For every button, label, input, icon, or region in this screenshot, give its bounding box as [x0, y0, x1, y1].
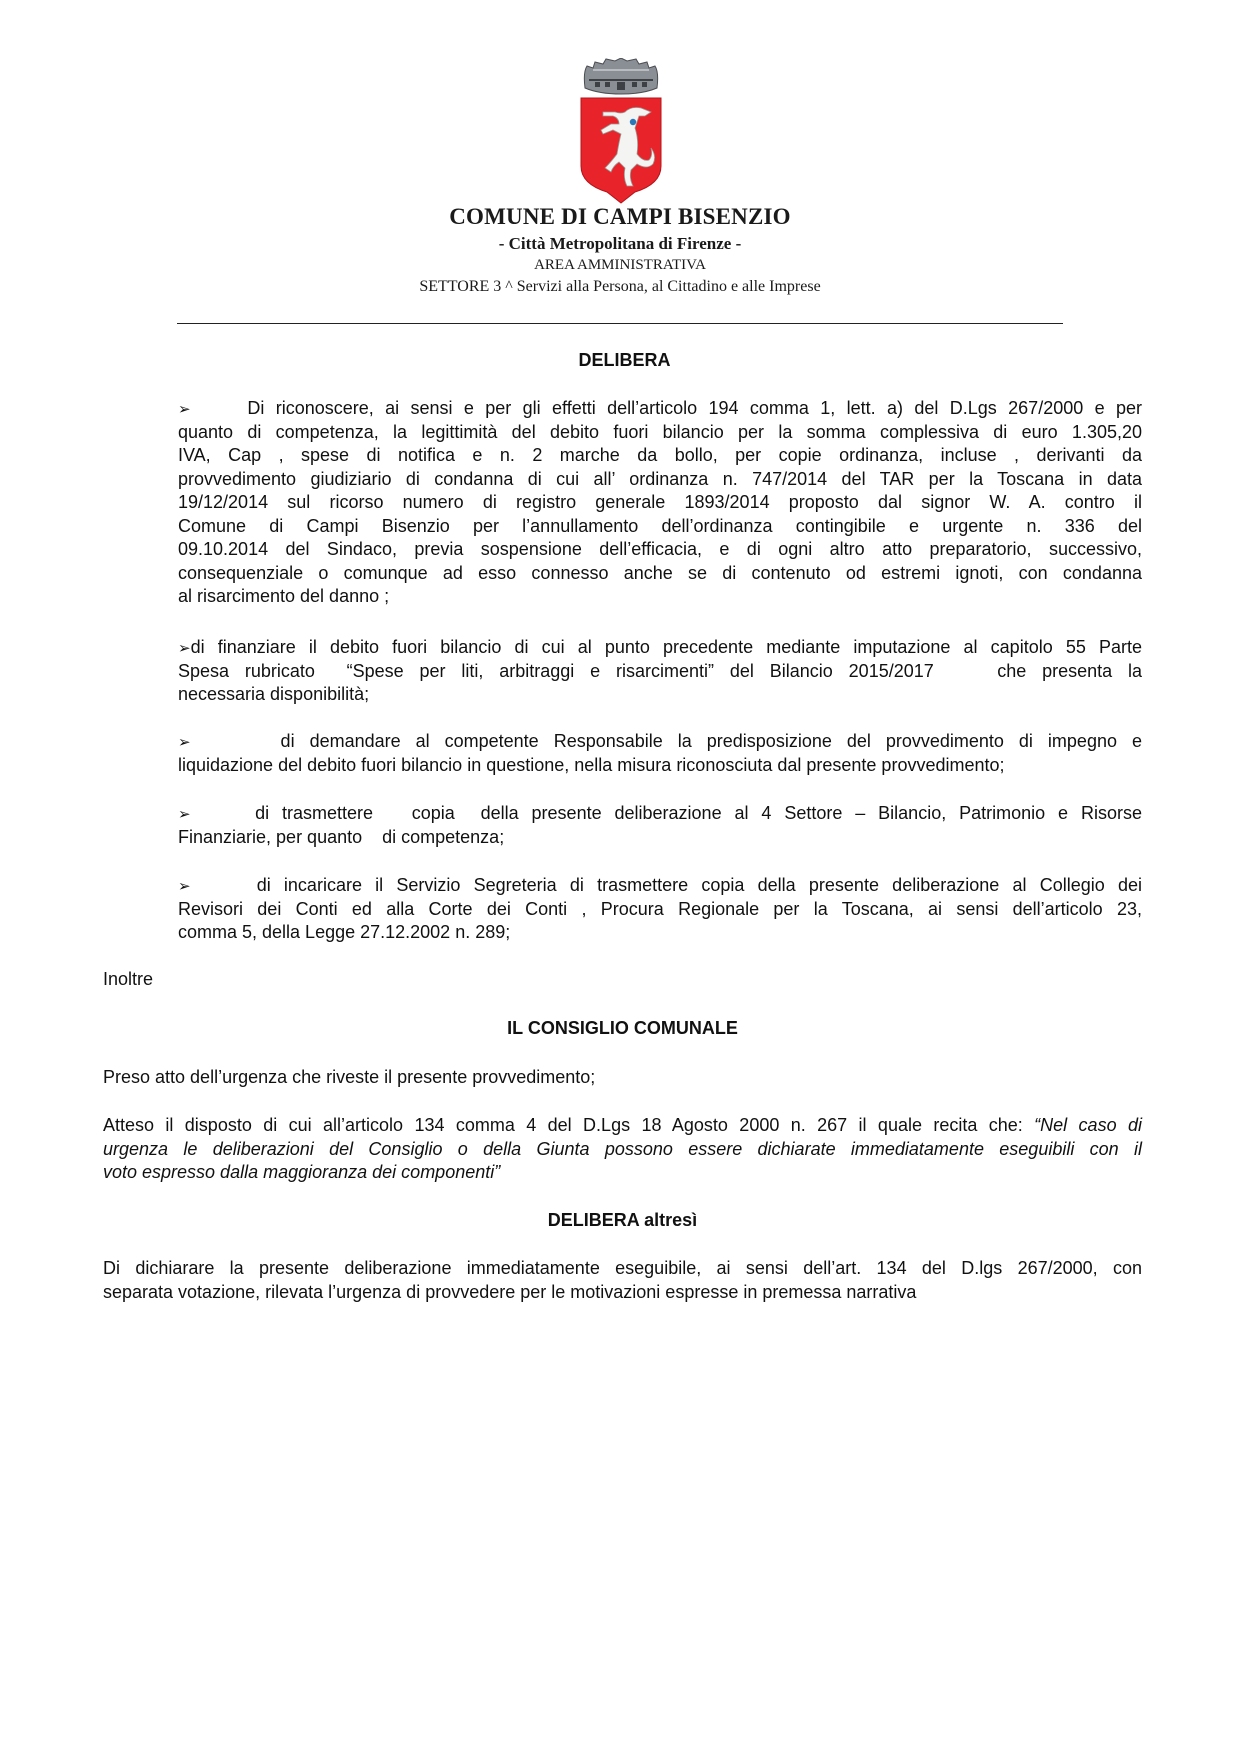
delibera-item-1-line-7: 09.10.2014 del Sindaco, previa sospensione dell’efficacia, e di ogni altro atto preparatorio, successivo, — [178, 539, 1142, 559]
delibera-item-1-line-6: Comune di Campi Bisenzio per l’annullamento dell’ordinanza contingibile e urgente n. 336 del — [178, 515, 1142, 536]
delibera-item-4-line-1: ➢ di trasmettere copia della presente deliberazione al 4 Settore – Bilancio, Patrimonio e Risorse — [178, 802, 1142, 826]
delibera-item-5-line-2: Revisori dei Conti ed alla Corte dei Conti , Procura Regionale per la Toscana, ai sensi dell’articolo 23, — [178, 898, 1142, 919]
delibera-item-3 — [178, 730, 1142, 777]
header-divider — [177, 323, 1063, 324]
delibera-item-1 — [178, 397, 1142, 609]
municipality-subtitle: - Città Metropolitana di Firenze - — [498, 234, 742, 253]
arrowhead-bullet-icon: ➢ — [178, 400, 191, 418]
preso-atto-paragraph: Preso atto dell’urgenza che riveste il presente provvedimento; — [103, 1067, 596, 1087]
atteso-line-2: urgenza le deliberazioni del Consiglio o della Giunta possono essere dichiarate immediatamente eseguibili con il — [103, 1138, 1142, 1159]
atteso-paragraph — [103, 1114, 1142, 1185]
delibera-item-1-line-2: quanto di competenza, la legittimità del debito fuori bilancio per la somma complessiva di euro 1.305,20 — [178, 421, 1142, 442]
atteso-line-1: Atteso il disposto di cui all’articolo 134 comma 4 del D.Lgs 18 Agosto 2000 n. 267 il quale recita che: “Nel caso di — [103, 1115, 1142, 1135]
arrowhead-bullet-icon: ➢ — [178, 639, 191, 657]
delibera-item-2-line-2: Spesa rubricato “Spese per liti, arbitraggi e risarcimenti” del Bilancio 2015/2017 che presenta la — [178, 660, 1142, 681]
municipality-title: COMUNE DI CAMPI BISENZIO — [449, 204, 791, 229]
delibera-item-3-line-1: ➢ di demandare al competente Responsabile la predisposizione del provvedimento di impegno e — [178, 730, 1142, 754]
delibera-item-2 — [178, 636, 1142, 707]
delibera-item-1-line-8: consequenziale o comunque ad esso connesso anche se di contenuto od estremi ignoti, con condanna — [178, 562, 1142, 583]
delibera-item-5-line-3: comma 5, della Legge 27.12.2002 n. 289; — [178, 922, 511, 942]
delibera-item-1-line-4: provvedimento giudiziario di condanna di cui all’ ordinanza n. 747/2014 del TAR per la Toscana in data — [178, 468, 1142, 489]
delibera-item-4-line-2: Finanziarie, per quanto di competenza; — [178, 826, 505, 847]
consiglio-heading: IL CONSIGLIO COMUNALE — [507, 1018, 738, 1038]
delibera-item-3-line-2: liquidazione del debito fuori bilancio in questione, nella misura riconosciuta dal presente provvedimento; — [178, 754, 1005, 775]
arrowhead-bullet-icon: ➢ — [178, 877, 191, 895]
delibera-heading: DELIBERA — [578, 350, 671, 370]
delibera-item-2-line-1: ➢di finanziare il debito fuori bilancio di cui al punto precedente mediante imputazione al capitolo 55 Parte — [178, 636, 1142, 660]
dichiarare-line-2: separata votazione, rilevata l’urgenza di provvedere per le motivazioni espresse in premessa narrativa — [103, 1281, 917, 1302]
delibera-item-4 — [178, 802, 1142, 849]
settore-label: SETTORE 3 ^ Servizi alla Persona, al Cittadino e alle Imprese — [419, 278, 821, 295]
delibera-item-1-line-3: IVA, Cap , spese di notifica e n. 2 marche da bollo, per copie ordinanza, incluse , derivanti da — [178, 445, 1142, 465]
atteso-line-3: voto espresso dalla maggioranza dei componenti” — [103, 1162, 501, 1182]
arrowhead-bullet-icon: ➢ — [178, 805, 191, 823]
delibera-item-2-line-3: necessaria disponibilità; — [178, 684, 370, 704]
delibera-item-5 — [178, 874, 1142, 945]
delibera-altresi-heading: DELIBERA altresì — [547, 1210, 698, 1230]
dichiarare-paragraph — [103, 1257, 1142, 1304]
delibera-item-1-line-1: ➢ Di riconoscere, ai sensi e per gli effetti dell’articolo 194 comma 1, lett. a) del D.Lgs 267/2000 e per — [178, 397, 1142, 421]
inoltre-label: Inoltre — [103, 969, 154, 989]
arrowhead-bullet-icon: ➢ — [178, 733, 191, 751]
delibera-item-1-line-9: al risarcimento del danno ; — [178, 586, 390, 606]
coat-of-arms-icon — [573, 58, 669, 204]
delibera-item-5-line-1: ➢ di incaricare il Servizio Segreteria di trasmettere copia della presente deliberazione al Collegio dei — [178, 874, 1142, 898]
delibera-item-1-line-5: 19/12/2014 sul ricorso numero di registro generale 1893/2014 proposto dal signor W. A. contro il — [178, 492, 1142, 512]
area-label: AREA AMMINISTRATIVA — [534, 257, 706, 273]
dichiarare-line-1: Di dichiarare la presente deliberazione immediatamente eseguibile, ai sensi dell’art. 134 del D.lgs 267/2000, con — [103, 1258, 1142, 1278]
